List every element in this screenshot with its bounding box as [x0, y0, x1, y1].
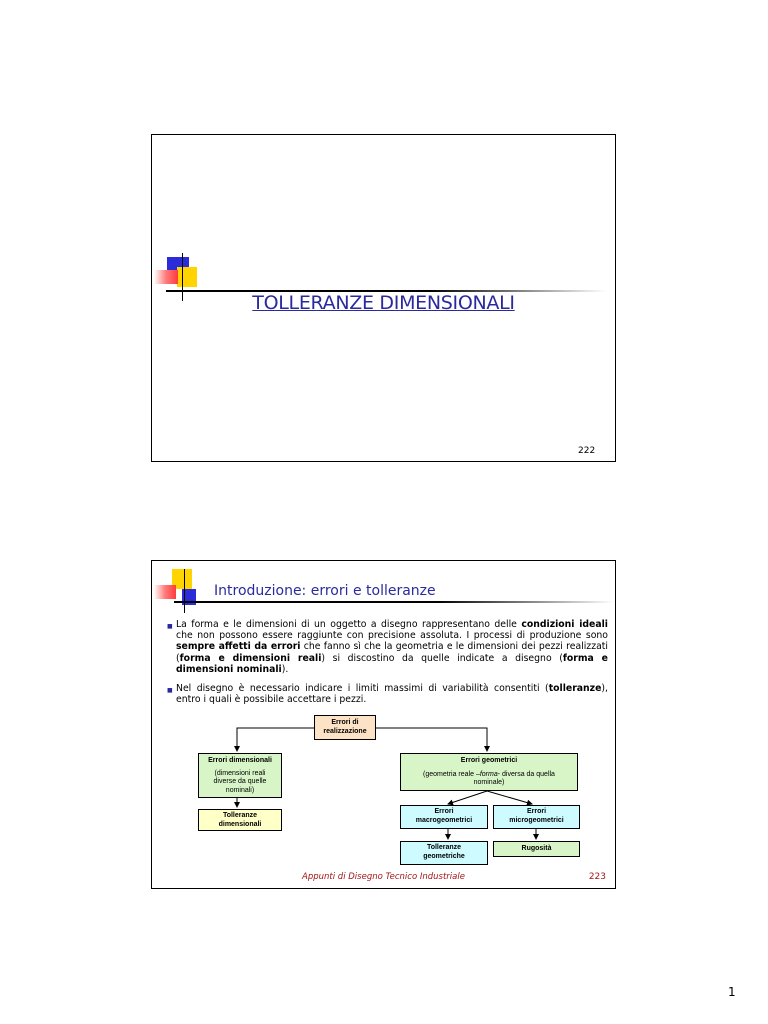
text-run: Nel disegno è necessario indicare i limiti massimi di variabilità consentiti ( — [176, 683, 549, 694]
desc-pre: (geometria reale – — [423, 770, 480, 778]
slide-page-number: 223 — [588, 872, 606, 882]
box-label: Errori geometrici — [460, 757, 518, 764]
box-label: Errori dimensionali — [208, 757, 272, 764]
text-run: ) si discostino da quelle indicate a disegno ( — [321, 652, 563, 664]
box-label: Tolleranze dimensionali — [218, 812, 262, 828]
text-run: ), entro i quali è possibile accettare i pezzi. — [176, 683, 608, 706]
box-label: Errori di realizzazione — [323, 719, 367, 735]
text-run: ). — [281, 663, 289, 675]
box-label: Errori macrogeometrici — [415, 808, 473, 824]
slide-page-number: 222 — [578, 446, 596, 456]
text-run: che fanno sì che la geometria e le dimensioni dei pezzi realizzati ( — [176, 641, 608, 664]
bullet-icon: ■ — [167, 687, 173, 694]
box-label: Tolleranze geometriche — [423, 844, 465, 860]
box-label: Rugosità — [521, 845, 552, 852]
slide-title: Introduzione: errori e tolleranze — [214, 583, 436, 599]
slide-tolleranze-dimensionali — [151, 134, 616, 462]
box-tolleranze-dimensionali — [198, 809, 282, 831]
bullet-icon: ■ — [167, 623, 173, 630]
bold-text-run: forma e dimensioni reali — [179, 652, 322, 664]
text-run: che non possono essere raggiunte con precisione assoluta. I processi di produzione sono — [176, 630, 608, 642]
box-description — [401, 771, 577, 788]
desc-em: forma — [479, 770, 498, 778]
box-errori-geometrici — [400, 753, 578, 791]
document-page-number: 1 — [728, 985, 736, 999]
bold-text-run: tolleranze — [548, 683, 602, 694]
bold-text-run: forma e dimensioni nominali — [176, 652, 608, 675]
slide-introduzione — [151, 560, 616, 889]
desc-post: - diversa da quella nominale) — [473, 770, 555, 786]
box-errori-microgeometrici — [493, 805, 580, 829]
box-errori-realizzazione — [314, 715, 376, 740]
slide-footer: Appunti di Disegno Tecnico Industriale — [302, 872, 465, 882]
box-rugosita — [493, 841, 580, 857]
text-run: La forma e le dimensioni di un oggetto a disegno rappresentano delle — [176, 619, 522, 630]
bold-text-run: sempre affetti da errori — [176, 641, 301, 653]
box-description: (dimensioni reali diverse da quelle nominali) — [213, 769, 267, 794]
box-label: Errori microgeometrici — [509, 808, 564, 824]
slide-title: TOLLERANZE DIMENSIONALI — [252, 292, 515, 314]
box-errori-dimensionali — [198, 753, 282, 798]
box-tolleranze-geometriche — [400, 841, 488, 865]
box-errori-macrogeometrici — [400, 805, 488, 829]
bold-text-run: condizioni ideali — [521, 619, 608, 630]
